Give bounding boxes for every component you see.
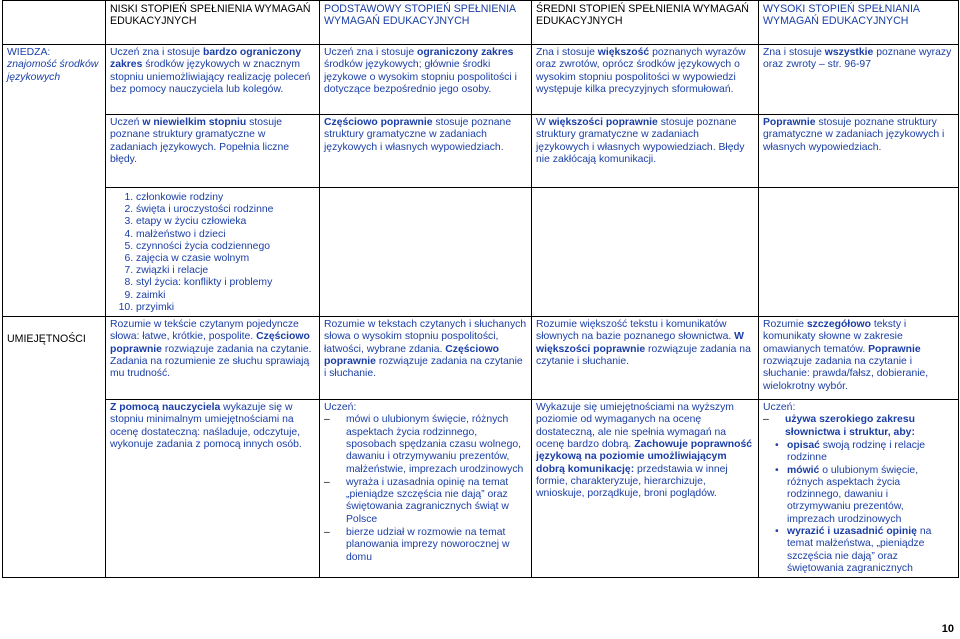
list-item: • opisać swoją rodzinę i relacje rodzinne <box>775 439 926 464</box>
list-item: • wyrazić i uzasadnić opinię na temat małżeństwa, „pieniądze szczęścia nie dają” oraz świętowania zagranicznych <box>775 526 932 574</box>
basic-skills-list <box>324 414 527 564</box>
knowledge-grammar-medium: W większości poprawnie stosuje poznane struktury gramatyczne w zadaniach językowych i własnych wypowiedziach. Błędy nie zakłócają komunikacji. <box>532 115 759 188</box>
high-intro: Uczeń: <box>763 402 796 414</box>
list-item: 8. styl życia: konflikty i problemy <box>136 277 315 289</box>
skills-production-low: Z pomocą nauczyciela wykazuje się w stopniu minimalnym umiejętnościami na ocenę dostateczną: naśladuje, odczytuje, wykonuje zadania z pomocą innych osób. <box>106 400 320 578</box>
high-skills-sublist <box>763 440 954 575</box>
header-medium-level: ŚREDNI STOPIEŃ SPEŁNIENIA WYMAGAŃ EDUKACYJNYCH <box>532 1 759 45</box>
list-item: 3. etapy w życiu człowieka <box>136 216 315 228</box>
list-item: 5. czynności życia codziennego <box>136 241 315 253</box>
knowledge-label: WIEDZA: <box>7 47 51 58</box>
knowledge-grammar-low: Uczeń w niewielkim stopniu stosuje poznane struktury gramatyczne w zadaniach językowych. Popełnia liczne błędy. <box>106 115 320 188</box>
header-corner <box>3 1 106 45</box>
header-row <box>3 1 959 45</box>
list-item: 10. przyimki <box>136 302 315 314</box>
knowledge-vocab-high: Zna i stosuje wszystkie poznane wyrazy oraz zwroty – str. 96-97 <box>759 45 959 115</box>
knowledge-row-label <box>3 45 106 317</box>
skills-production-high <box>759 400 959 578</box>
knowledge-topics-row <box>3 188 959 317</box>
topics-cell <box>106 188 320 317</box>
list-item: – bierze udział w rozmowie na temat planowania imprezy noworocznej w domu <box>324 527 510 563</box>
document-page <box>2 0 958 578</box>
list-item: – używa szerokiego zakresu słownictwa i struktur, aby: <box>763 414 915 438</box>
skills-production-basic <box>320 400 532 578</box>
skills-comprehension-high: Rozumie szczegółowo teksty i komunikaty słowne w zakresie omawianych tematów. Poprawnie rozwiązuje zadania na czytanie i słuchanie: prawda/fałsz, dobieranie, wielokrotny wybór. <box>759 317 959 400</box>
list-item: 2. święta i uroczystości rodzinne <box>136 204 315 216</box>
skills-row-label: UMIEJĘTNOŚCI <box>3 317 106 578</box>
page-number: 10 <box>941 623 954 635</box>
high-skills-list <box>763 414 954 439</box>
skills-production-medium: Wykazuje się umiejętnościami na wyższym poziomie od wymaganych na ocenę dostateczną, ale nie spełnia wymagań na ocenę bardzo dobrą. Zachowuje poprawność językową na poziomie umożliwiającym dobrą komunikację: przedstawia w innej formie, charakteryzuje, hierarchizuje, wnioskuje, porządkuje, broni poglądów. <box>532 400 759 578</box>
skills-comprehension-low: Rozumie w tekście czytanym pojedyncze słowa: łatwe, krótkie, pospolite. Częściowo poprawnie rozwiązuje zadania na czytanie. Zadania na rozumienie ze słuchu sprawiają mu trudność. <box>106 317 320 400</box>
topics-empty-medium <box>532 188 759 317</box>
list-item: – wyraża i uzasadnia opinię na temat „pieniądze szczęścia nie dają” oraz świętowania zagranicznych świąt w Polsce <box>324 476 509 525</box>
list-item: – mówi o ulubionym święcie, różnych aspektach życia rodzinnego, sposobach spędzania czasu wolnego, dawaniu i otrzymywaniu prezentów, małżeństwie, imprezach urodzinowych <box>324 414 524 475</box>
basic-intro: Uczeń: <box>324 402 357 414</box>
knowledge-grammar-high: Poprawnie stosuje poznane struktury gramatyczne w zadaniach językowych i własnych wypowiedziach. <box>759 115 959 188</box>
list-item: • mówić o ulubionym święcie, różnych aspektach życia rodzinnego, dawaniu i otrzymywaniu prezentów, imprezach urodzinowych <box>775 464 919 525</box>
list-item: 6. zajęcia w czasie wolnym <box>136 253 315 265</box>
list-item: 9. zaimki <box>136 290 315 302</box>
header-high-level: WYSOKI STOPIEŃ SPEŁNIANIA WYMAGAŃ EDUKACYJNYCH <box>759 1 959 45</box>
list-item: 7. związki i relacje <box>136 265 315 277</box>
topics-list <box>110 192 315 314</box>
skills-comprehension-basic: Rozumie w tekstach czytanych i słuchanych słowa o wysokim stopniu pospolitości, łatwości, wybrane zdania. Częściowo poprawnie rozwiązuje zadania na czytanie i słuchanie. <box>320 317 532 400</box>
skills-production-row <box>3 400 959 578</box>
knowledge-vocab-low: Uczeń zna i stosuje bardzo ograniczony zakres środków językowych w znacznym stopniu uniemożliwiający realizację poleceń bez pomocy nauczyciela lub kolegów. <box>106 45 320 115</box>
knowledge-sublabel: znajomość środków językowych <box>7 59 99 83</box>
knowledge-vocab-basic: Uczeń zna i stosuje ograniczony zakres środków językowych; głównie środki językowe o wysokim stopniu pospolitości i dotyczące bezpośrednio jego osoby. <box>320 45 532 115</box>
topics-empty-basic <box>320 188 532 317</box>
knowledge-grammar-row <box>3 115 959 188</box>
knowledge-grammar-basic: Częściowo poprawnie stosuje poznane struktury gramatyczne w zadaniach językowych i własnych wypowiedziach. <box>320 115 532 188</box>
requirements-table <box>2 0 959 578</box>
skills-comprehension-row <box>3 317 959 400</box>
header-low-level: NISKI STOPIEŃ SPEŁNIENIA WYMAGAŃ EDUKACYJNYCH <box>106 1 320 45</box>
knowledge-vocabulary-row <box>3 45 959 115</box>
knowledge-vocab-medium: Zna i stosuje większość poznanych wyrazów oraz zwrotów, oprócz środków językowych o wysokim stopniu pospolitości w wypowiedzi występuje kilka precyzyjnych sformułowań. <box>532 45 759 115</box>
skills-comprehension-medium: Rozumie większość tekstu i komunikatów słownych na bazie poznanego słownictwa. W większości poprawnie rozwiązuje zadania na czytanie i słuchanie. <box>532 317 759 400</box>
topics-empty-high <box>759 188 959 317</box>
list-item: 4. małżeństwo i dzieci <box>136 229 315 241</box>
list-item: 1. członkowie rodziny <box>136 192 315 204</box>
header-basic-level: PODSTAWOWY STOPIEŃ SPEŁNIENIA WYMAGAŃ EDUKACYJNYCH <box>320 1 532 45</box>
